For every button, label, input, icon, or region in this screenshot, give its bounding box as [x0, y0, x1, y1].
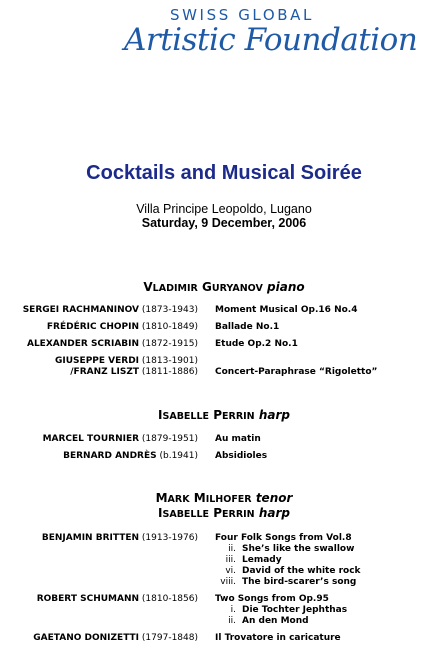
work-title: Absidioles: [215, 451, 268, 461]
performer-heading: [0, 506, 448, 520]
composer: [47, 322, 198, 332]
performer-first-rest: SABELLE: [162, 411, 210, 422]
work-title: Etude Op.2 No.1: [215, 339, 298, 349]
work-title: Four Folk Songs from Vol.8: [215, 533, 352, 543]
song-title: She’s like the swallow: [242, 544, 355, 554]
performer-first-initial: M: [155, 491, 168, 505]
performer-last-rest: ERRIN: [222, 509, 255, 520]
composer-name: SERGEI RACHMANINOV: [22, 305, 140, 315]
logo-top-text: SWISS GLOBAL: [170, 6, 314, 24]
performer-instrument: harp: [258, 506, 290, 520]
performer-last-rest: ILHOFER: [205, 494, 252, 505]
song-title: An den Mond: [242, 616, 309, 626]
foundation-logo: [124, 2, 418, 90]
composer-dates: (1913-1976): [141, 533, 198, 543]
song-number: i.: [230, 605, 236, 615]
performer-last-initial: P: [213, 408, 223, 422]
logo-script-text: Artistic Foundation: [124, 22, 418, 58]
song-title: David of the white rock: [242, 566, 361, 576]
composer: [23, 305, 198, 315]
composer-name: /FRANZ LISZT: [70, 367, 140, 377]
venue-date: Saturday, 9 December, 2006: [141, 216, 307, 230]
composer-dates: (1810-1856): [141, 594, 198, 604]
performer-instrument: tenor: [255, 491, 293, 505]
composer-name: BERNARD ANDRÈS: [63, 451, 157, 461]
event-title: Cocktails and Musical Soirée: [86, 162, 362, 184]
composer-dates: (1810-1849): [141, 322, 198, 332]
composer-dates: (1813-1901): [141, 356, 198, 366]
song-number: ii.: [228, 544, 236, 554]
performer-first-rest: SABELLE: [162, 509, 210, 520]
song-number: iii.: [225, 555, 236, 565]
work-title: Moment Musical Op.16 No.4: [215, 305, 358, 315]
song-number: ii.: [228, 616, 236, 626]
song-number: viii.: [220, 577, 236, 587]
performer-instrument: piano: [267, 280, 305, 294]
song-title: Die Tochter Jephthas: [242, 605, 348, 615]
performer-first-rest: ARK: [167, 494, 190, 505]
song-title: The bird-scarer’s song: [242, 577, 357, 587]
performer-heading: [0, 280, 448, 294]
performer-first-initial: I: [158, 506, 163, 520]
performer-last-initial: G: [202, 280, 212, 294]
composer-name: ROBERT SCHUMANN: [36, 594, 140, 604]
performer-last-initial: M: [193, 491, 206, 505]
composer: [43, 434, 198, 444]
work-title: Concert-Paraphrase “Rigoletto”: [215, 367, 378, 377]
composer: [37, 594, 198, 604]
work-title: Il Trovatore in caricature: [215, 633, 341, 643]
composer-dates: (1872-1915): [141, 339, 198, 349]
composer-dates: (1797-1848): [141, 633, 198, 643]
composer-name: FRÉDÉRIC CHOPIN: [46, 322, 140, 332]
composer-dates: (b.1941): [159, 451, 198, 461]
song-title: Lemady: [242, 555, 282, 565]
performer-instrument: harp: [258, 408, 290, 422]
song-number: vi.: [225, 566, 236, 576]
composer-dates: (1879-1951): [141, 434, 198, 444]
composer: [70, 367, 198, 377]
performer-heading: [0, 408, 448, 422]
work-title: Au matin: [215, 434, 261, 444]
performer-heading: [0, 491, 448, 505]
performer-last-initial: P: [213, 506, 223, 520]
composer: [27, 339, 198, 349]
composer: [55, 356, 198, 366]
composer-name: BENJAMIN BRITTEN: [41, 533, 140, 543]
composer-name: GIUSEPPE VERDI: [55, 356, 140, 366]
work-title: Ballade No.1: [215, 322, 280, 332]
composer: [33, 633, 198, 643]
composer-name: ALEXANDER SCRIABIN: [26, 339, 140, 349]
performer-first-rest: LADIMIR: [152, 283, 198, 294]
performer-first-initial: V: [143, 280, 153, 294]
composer: [63, 451, 198, 461]
composer-dates: (1873-1943): [141, 305, 198, 315]
performer-first-initial: I: [158, 408, 163, 422]
composer-dates: (1811-1886): [141, 367, 198, 377]
composer-name: MARCEL TOURNIER: [42, 434, 140, 444]
work-title: Two Songs from Op.95: [215, 594, 329, 604]
venue-place: Villa Principe Leopoldo, Lugano: [136, 202, 312, 216]
composer-name: GAETANO DONIZETTI: [33, 633, 140, 643]
performer-last-rest: ERRIN: [222, 411, 255, 422]
performer-last-rest: URYANOV: [211, 283, 263, 294]
composer: [42, 533, 198, 543]
